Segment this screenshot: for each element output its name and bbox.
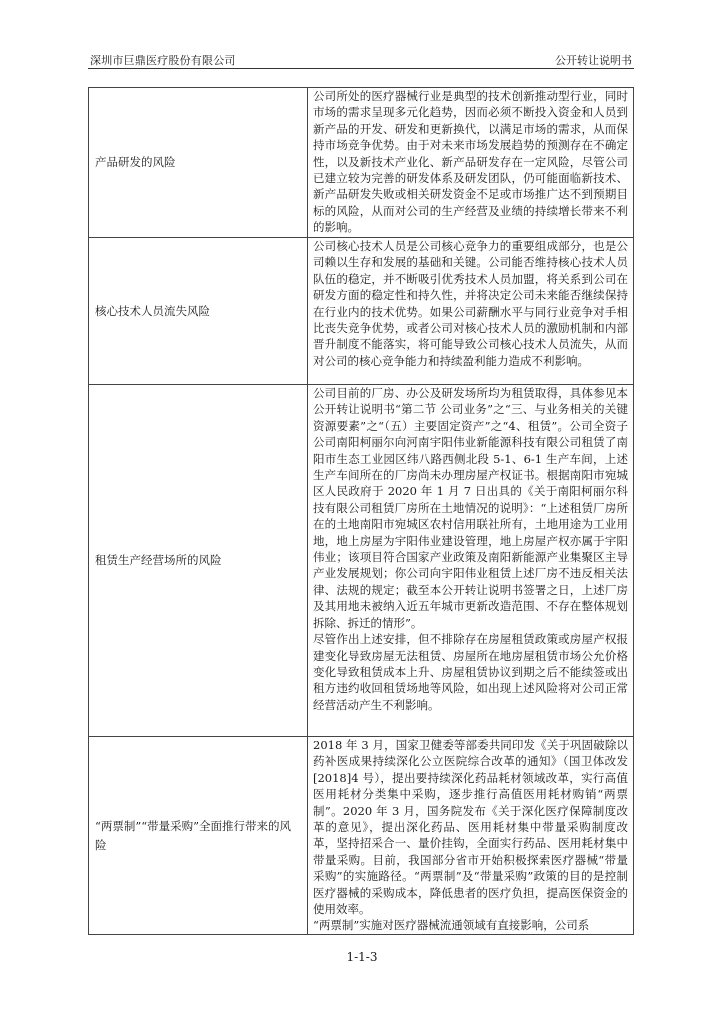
risk-name-cell <box>89 88 308 238</box>
risk-description-paragraph: 尽管作出上述安排，但不排除存在房屋租赁政策或房屋产权报建变化导致房屋无法租赁、房屋所在地房屋租赁市场公允价格变化导致租赁成本上升、房屋租赁协议到期之后不能续签或出租方违约收回租赁场地等风险，如出现上述风险将对公司正常经营活动产生不利影响。 <box>313 632 628 712</box>
risk-row-leased-premises <box>89 385 634 737</box>
risk-description-cell <box>308 737 634 935</box>
header-document-title: 公开转让说明书 <box>555 54 632 67</box>
page-number: 1-1-3 <box>346 950 378 964</box>
risk-name: 核心技术人员流失风险 <box>95 303 210 318</box>
risk-description-paragraph: 公司核心技术人员是公司核心竞争力的重要组成部分，也是公司赖以生存和发展的基础和关键。公司能否维持核心技术人员队伍的稳定，并不断吸引优秀技术人员加盟，将关系到公司在研发方面的稳定性和持久性，并将决定公司未来能否继续保持在行业内的技术优势。如果公司薪酬水平与同行业竞争对手相比丧失竞争优势，或者公司对核心技术人员的激励机制和内部晋升制度不能落实，将可能导致公司核心技术人员流失，从而对公司的核心竞争能力和持续盈利能力造成不利影响。 <box>313 239 628 368</box>
risk-row-core-staff <box>89 238 634 385</box>
risk-description-paragraph: 公司目前的厂房、办公及研发场所均为租赁取得，具体参见本公开转让说明书“第二节 公司业务”之“三、与业务相关的关键资源要素”之“（五）主要固定资产”之“4、租赁”。公司全资子公司南阳柯丽尔向河南宇阳伟业新能源科技有限公司租赁了南阳市生态工业园区纬八路西侧北段 5-1、6-1 生产车间，上述生产车间所在的厂房尚未办理房屋产权证书。根据南阳市宛城区人民政府于 2020 年 1 月 7 日出具的《关于南阳柯丽尔科技有限公司租赁厂房所在土地情况的说明》：“上述租赁厂房所在的土地南阳市宛城区农村信用联社所有，土地用途为工业用地，地上房屋为宇阳伟业建设管理，地上房屋产权亦属于宇阳伟业；该项目符合国家产业政策及南阳新能源产业集聚区主导产业发展规划；你公司向宇阳伟业租赁上述厂房不违反相关法律、法规的规定；截至本公开转让说明书签署之日，上述厂房及其用地未被纳入近五年城市更新改造范围、不存在整体规划拆除、拆迁的情形”。 <box>313 386 628 630</box>
risk-name: 租赁生产经营场所的风险 <box>95 553 222 567</box>
risk-description-paragraph: 公司所处的医疗器械行业是典型的技术创新推动型行业，同时市场的需求呈现多元化趋势，因而必须不断投入资金和人员到新产品的开发、研发和更新换代，以满足市场的需求，从而保持市场竞争优势。由于对未来市场发展趋势的预测存在不确定性，以及新技术产业化、新产品研发存在一定风险，尽管公司已建立较为完善的研发体系及研发团队，仍可能面临新技术、新产品研发失败或相关研发资金不足或市场推广达不到预期目标的风险，从而对公司的生产经营及业绩的持续增长带来不利的影响。 <box>313 89 628 235</box>
risk-description-paragraph: 2018 年 3 月，国家卫健委等部委共同印发《关于巩固破除以药补医成果持续深化公立医院综合改革的通知》（国卫体改发[2018]4 号），提出要持续深化药品耗材领域改革，实行高值医用耗材分类集中采购，逐步推行高值医用耗材购销“两票制”。2020 年 3 月，国务院发布《关于深化医疗保障制度改革的意见》，提出深化药品、医用耗材集中带量采购制度改革，坚持招采合一、量价挂钩，全面实行药品、医用耗材集中带量采购。目前，我国部分省市开始积极探索医疗器械“带量采购”的实施路径。“两票制”及“带量采购”政策的目的是控制医疗器械的采购成本，降低患者的医疗负担，提高医保资金的使用效率。 <box>313 738 628 917</box>
risk-description-paragraph: “两票制”实施对医疗器械流通领域有直接影响，公司系 <box>313 918 590 933</box>
risk-row-product-rd <box>89 88 634 238</box>
risk-row-two-invoice-volume-procurement <box>89 737 634 935</box>
risk-description-cell <box>308 88 634 238</box>
risk-name: 产品研发的风险 <box>95 155 176 169</box>
risk-name-cell <box>89 385 308 737</box>
risk-table <box>88 87 634 935</box>
header-divider <box>88 68 634 69</box>
header-company-name: 深圳市巨鼎医疗股份有限公司 <box>90 54 236 67</box>
risk-name: “两票制”“带量采购”全面推行带来的风险 <box>95 818 292 852</box>
risk-description-cell <box>308 238 634 385</box>
risk-description-cell <box>308 385 634 737</box>
risk-name-cell <box>89 737 308 935</box>
risk-name-cell <box>89 238 308 385</box>
